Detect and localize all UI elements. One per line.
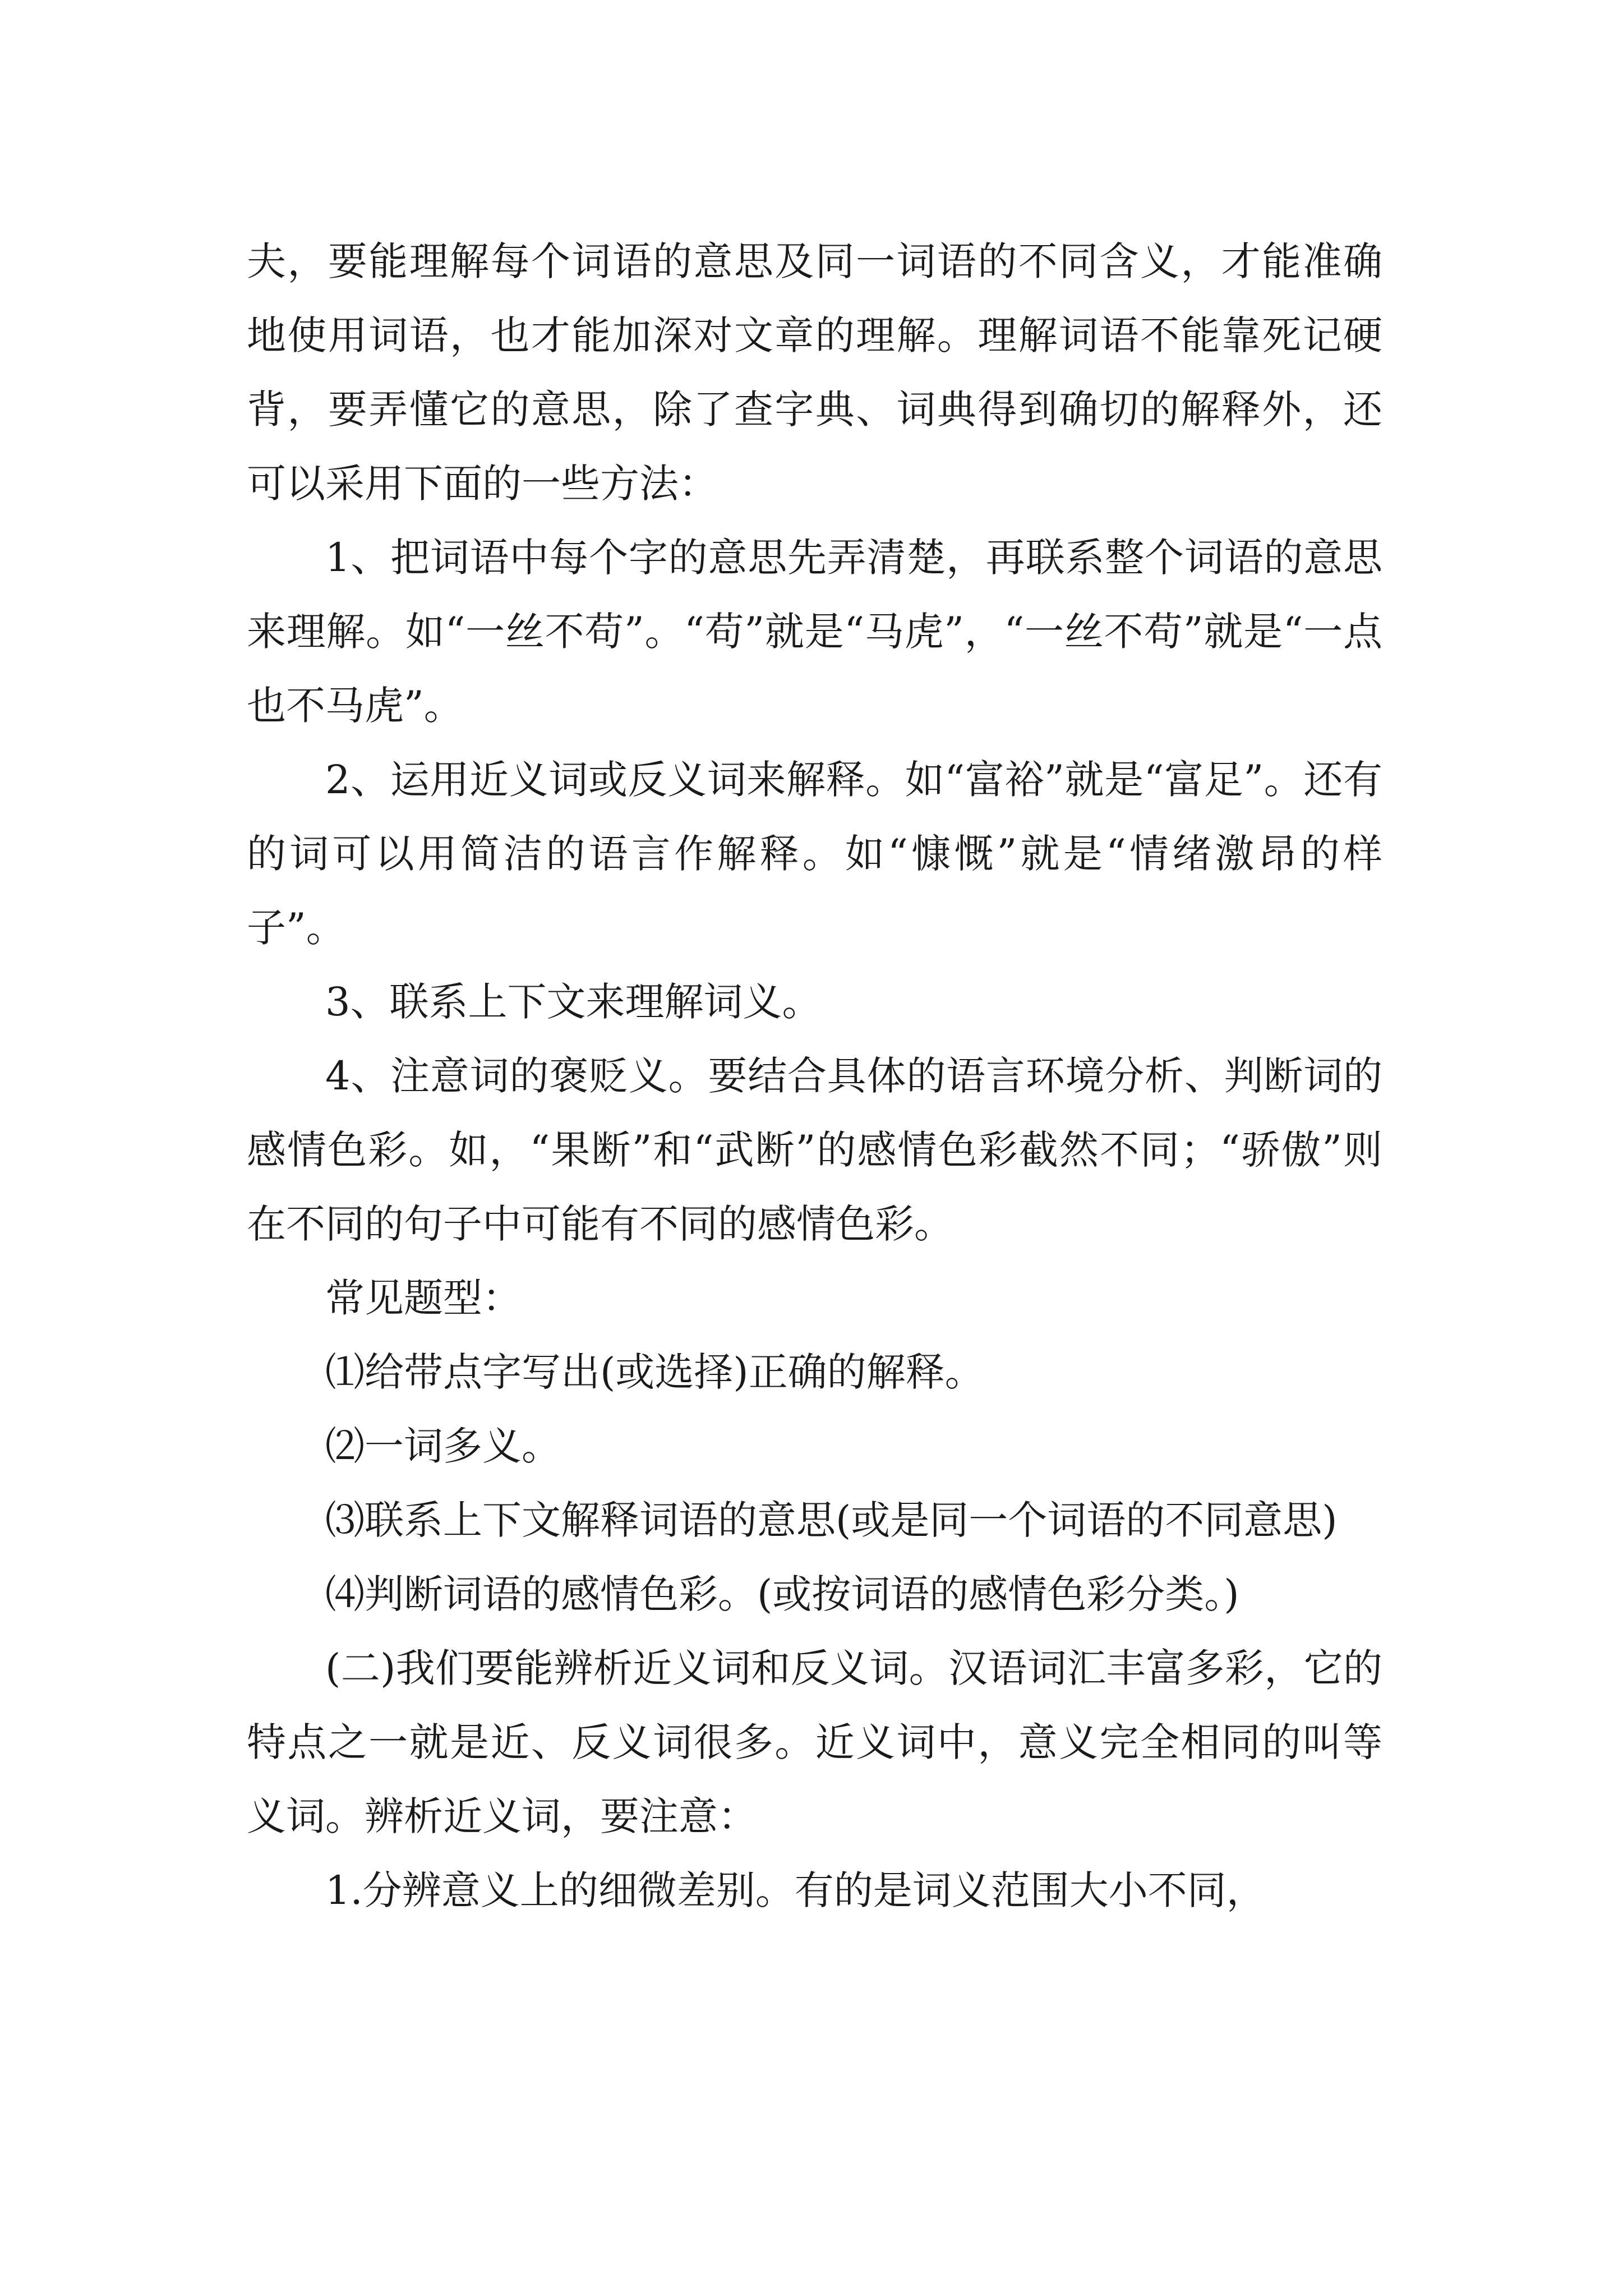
- paragraph-section-two: (二)我们要能辨析近义词和反义词。汉语词汇丰富多彩，它的特点之一就是近、反义词很多。近义词中，意义完全相同的叫等义词。辨析近义词，要注意：: [247, 1645, 1382, 1839]
- paragraph-question-type-3: ⑶联系上下文解释词语的意思(或是同一个词语的不同意思): [325, 1497, 1338, 1543]
- paragraph-intro: 夫，要能理解每个词语的意思及同一词语的不同含义，才能准确地使用词语，也才能加深对文章的理解。理解词语不能靠死记硬背，要弄懂它的意思，除了查字典、词典得到确切的解释外，还可以采用下面的一些方法：: [247, 238, 1382, 507]
- paragraph-distinguish-1: 1.分辨意义上的细微差别。有的是词义范围大小不同，: [325, 1867, 1266, 1913]
- paragraph-question-type-2: ⑵一词多义。: [325, 1423, 561, 1469]
- paragraph-question-types-heading: 常见题型：: [325, 1275, 522, 1321]
- paragraph-method-3: 3、联系上下文来理解词义。: [325, 979, 822, 1025]
- document-body: [247, 224, 1382, 1927]
- paragraph-method-1: 1、把词语中每个字的意思先弄清楚，再联系整个词语的意思来理解。如“一丝不苟”。“苟”就是“马虎”，“一丝不苟”就是“一点也不马虎”。: [247, 535, 1382, 729]
- paragraph-method-2: 2、运用近义词或反义词来解释。如“富裕”就是“富足”。还有的词可以用简洁的语言作解释。如“慷慨”就是“情绪激昂的样子”。: [247, 757, 1382, 951]
- paragraph-question-type-4: ⑷判断词语的感情色彩。(或按词语的感情色彩分类。): [325, 1571, 1239, 1617]
- paragraph-question-type-1: ⑴给带点字写出(或选择)正确的解释。: [325, 1349, 984, 1395]
- paragraph-method-4: 4、注意词的褒贬义。要结合具体的语言环境分析、判断词的感情色彩。如，“果断”和“武断”的感情色彩截然不同；“骄傲”则在不同的句子中可能有不同的感情色彩。: [247, 1053, 1382, 1247]
